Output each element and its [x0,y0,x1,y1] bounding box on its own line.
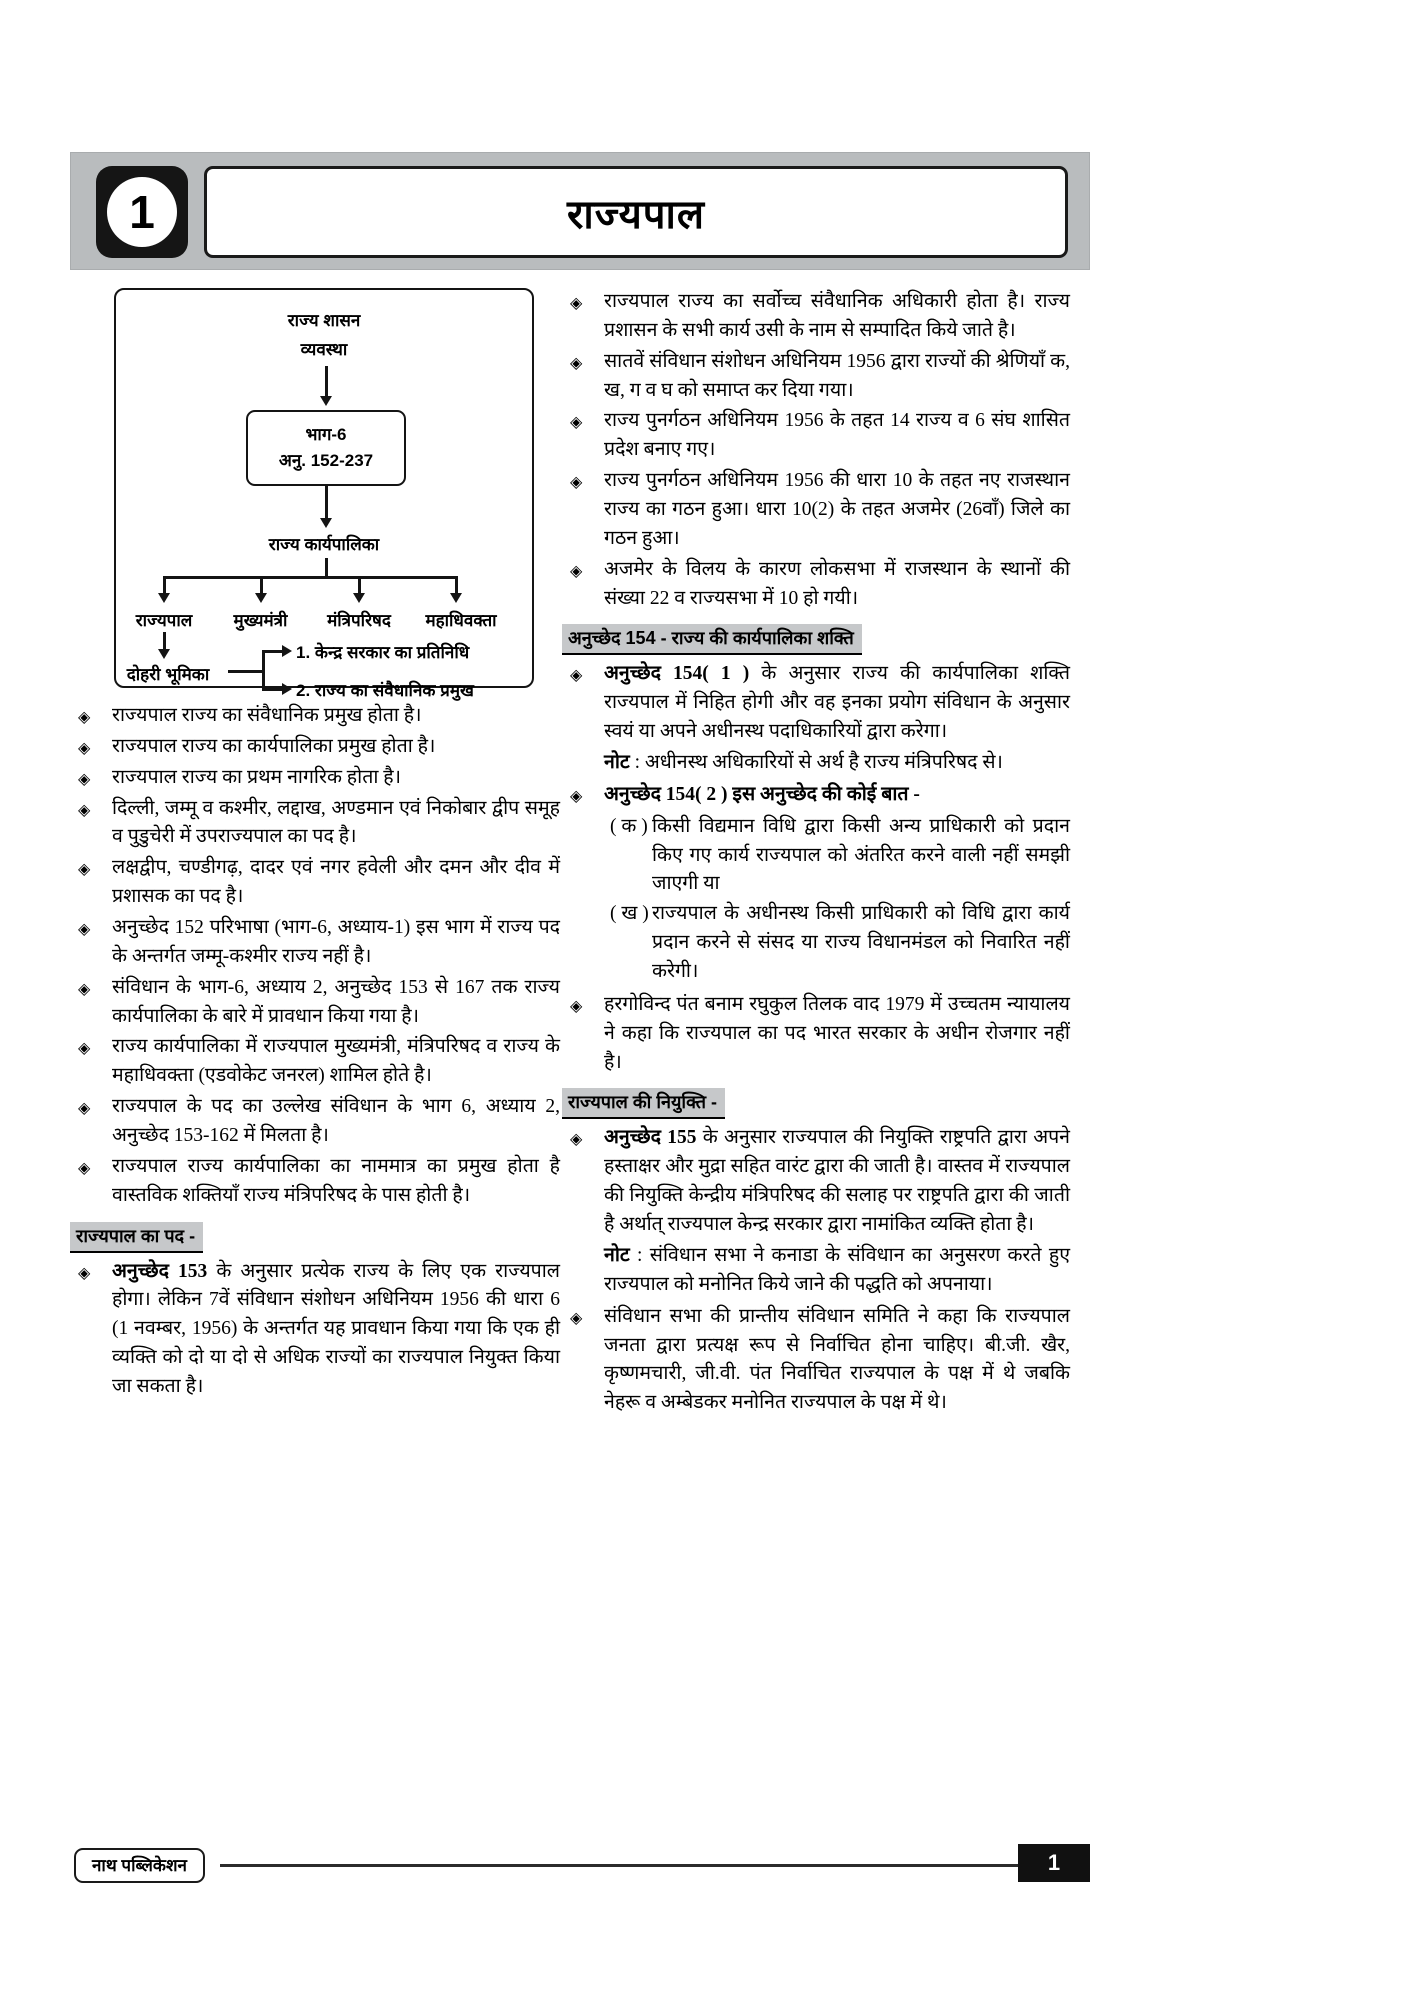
list-item-text: राज्यपाल के पद का उल्लेख संविधान के भाग 6, अध्याय 2, अनुच्छेद 153-162 में मिलता है। [112,1096,560,1147]
list-item [70,1093,560,1151]
note-line-2 [562,1242,1070,1300]
section-heading-wrap [70,1213,560,1258]
list-item-text: संविधान के भाग-6, अध्याय 2, अनुच्छेद 153 से 167 तक राज्य कार्यपालिका के बारे में प्रावधान किया गया है। [112,976,560,1027]
bullet-diamond-icon: ◈ [570,667,583,685]
list-item-text: अनुच्छेद 152 परिभाषा (भाग-6, अध्याय-1) इस भाग में राज्य पद के अन्तर्गत जम्मू-कश्मीर राज्य नहीं है। [112,917,560,967]
list-item-text: राज्यपाल राज्य का कार्यपालिका प्रमुख होता है। [112,735,436,757]
note-text-1: : अधीनस्थ अधिकारियों से अर्थ है राज्य मंत्रिपरिषद से। [629,752,1003,774]
sub-item-label-kha: ( ख ) [610,903,649,925]
list-item [562,348,1070,406]
bullet-diamond-icon: ◈ [78,921,91,939]
list-item [562,991,1070,1078]
flow-dual-arrow [158,649,170,659]
list-item [70,764,560,793]
bullet-diamond-icon: ◈ [570,474,583,492]
article-154-2-label: अनुच्छेद 154( 2 ) इस अनुच्छेद की कोई बात - [604,783,920,805]
flow-root-line2: व्यवस्था [300,340,348,359]
bullet-diamond-icon: ◈ [570,787,583,805]
list-item-text: राज्यपाल राज्य का संवैधानिक प्रमुख होता है। [112,705,422,726]
list-item-text: राज्यपाल राज्य का प्रथम नागरिक होता है। [112,766,401,788]
list-item-text: राज्यपाल राज्य कार्यपालिका का नाममात्र का प्रमुख होता है वास्तविक शक्तियाँ राज्य मंत्रिपरिषद के पास होती है। [112,1155,560,1206]
note-line-1 [562,749,1070,778]
section-heading-governor-post: राज्यपाल का पद - [70,1222,203,1253]
bullet-diamond-icon: ◈ [78,801,91,819]
list-item [562,1303,1070,1418]
bullet-diamond-icon: ◈ [570,295,583,312]
section-heading-article-154: अनुच्छेद 154 - राज्य की कार्यपालिका शक्ति [562,624,862,655]
list-item-text: अजमेर के विलय के कारण लोकसभा में राजस्थान के स्थानों की संख्या 22 व राज्यसभा में 10 हो गयी। [604,558,1070,609]
bullet-diamond-icon: ◈ [570,562,583,580]
list-item-text: दिल्ली, जम्मू व कश्मीर, लद्दाख, अण्डमान एवं निकोबार द्वीप समूह व पुडुचेरी में उपराज्यपाल का पद है। [112,797,560,848]
bullet-diamond-icon: ◈ [78,1264,91,1282]
chapter-number: 1 [107,177,177,247]
flow-dual-item-1: 1. केन्द्र सरकार का प्रतिनिधि [296,643,470,662]
flow-branch-label-3: मंत्रिपरिषद [327,611,391,630]
list-item-text: राज्यपाल राज्य का सर्वोच्च संवैधानिक अधिकारी होता है। राज्य प्रशासन के सभी कार्य उसी के नाम से सम्पादित किये जाते है। [604,291,1070,341]
sub-list-item [604,900,1070,987]
list-item [70,733,560,762]
section-heading-wrap-154 [562,615,1070,660]
flow-connector-3 [325,558,328,578]
list-item-text: राज्य कार्यपालिका में राज्यपाल मुख्यमंत्री, मंत्रिपरिषद व राज्य के महाधिवक्ता (एडवोकेट जनरल) शामिल होते है। [112,1036,560,1087]
bullet-diamond-icon: ◈ [570,414,583,432]
flow-executive-label: राज्य कार्यपालिका [268,535,380,554]
right-bullet-list-last [562,1303,1070,1418]
list-item [562,288,1070,346]
flow-dual-arrow-2 [282,683,292,695]
list-item [70,702,560,731]
left-bullet-list-2 [70,1258,560,1402]
list-item-text: राज्य पुनर्गठन अधिनियम 1956 के तहत 14 राज्य व 6 संघ शासित प्रदेश बनाए गए। [604,410,1070,461]
list-item [70,795,560,853]
article-155-label: अनुच्छेद 155 [604,1127,697,1149]
note-label-1: नोट [604,752,630,774]
list-item [562,407,1070,465]
flow-connector-2 [325,486,328,520]
note-label-2: नोट [604,1244,630,1266]
section-heading-wrap-appointment [562,1079,1070,1124]
left-column [70,288,560,1404]
left-bullet-list [70,702,560,1211]
publisher-tag: नाथ पब्लिकेशन [74,1848,205,1883]
bullet-diamond-icon: ◈ [570,354,583,372]
article-154-1-label: अनुच्छेद 154( 1 ) [604,663,750,685]
bullet-diamond-icon: ◈ [78,861,91,879]
flow-dual-item-2: 2. राज्य का संवैधानिक प्रमुख [296,681,474,700]
flow-connector-1 [325,366,328,398]
flow-dual-connector [228,670,264,673]
state-government-flowchart [114,288,534,700]
list-item-text: सातवें संविधान संशोधन अधिनियम 1956 द्वारा राज्यों की श्रेणियाँ क, ख, ग व घ को समाप्त कर दिया गया। [604,350,1070,401]
list-item [70,854,560,912]
article-153-label: अनुच्छेद 153 [112,1260,208,1282]
sub-list-item [604,813,1070,900]
bullet-diamond-icon: ◈ [78,770,91,788]
list-item-text: संविधान सभा की प्रान्तीय संविधान समिति ने कहा कि राज्यपाल जनता द्वारा प्रत्यक्ष रूप से निर्वाचित होना चाहिए। बी.जी. खैर, कृष्णमचारी, जी.वी. पंत निर्वाचित राज्यपाल के पक्ष में थे जबकि नेहरू व अम्बेडकर मनोनित राज्यपाल के पक्ष में थे। [604,1305,1070,1414]
page-footer [70,1848,1090,1882]
bullet-diamond-icon: ◈ [78,709,91,726]
list-item [562,781,1070,987]
article-154-1-text: के अनुसार राज्य की कार्यपालिका शक्ति राज्यपाल में निहित होगी और वह इनका प्रयोग संविधान के अनुसार स्वयं या अपने अधीनस्थ पदाधिकारियों द्वारा करेगा। [604,663,1070,743]
bullet-diamond-icon: ◈ [78,1040,91,1058]
sub-item-text-ka: किसी विद्यमान विधि द्वारा किसी अन्य प्राधिकारी को प्रदान किए गए कार्य राज्यपाल को अंतरित करने वाली नहीं समझी जाएगी या [652,815,1070,895]
flow-branch-arrow-3 [353,593,365,603]
bullet-diamond-icon: ◈ [570,997,583,1015]
sub-item-text-kha: राज्यपाल के अधीनस्थ किसी प्राधिकारी को विधि द्वारा कार्य प्रदान करने से संसद या राज्य विधानमंडल को निवारित नहीं करेगी। [652,903,1070,983]
bullet-diamond-icon: ◈ [78,1159,91,1177]
article-154-2-sublist [604,813,1070,987]
sub-item-label-ka: ( क ) [610,815,648,837]
right-bullet-list-154-2 [562,781,1070,1078]
page-title: राज्यपाल [567,192,705,237]
bullet-diamond-icon: ◈ [570,1131,583,1149]
flow-part-line1: भाग-6 [305,424,347,444]
list-item [70,914,560,972]
article-153-text: के अनुसार प्रत्येक राज्य के लिए एक राज्यपाल होगा। लेकिन 7वें संविधान संशोधन अधिनियम 1956 की धारा 6 (1 नवम्बर, 1956) के अन्तर्गत यह प्रावधान किया गया कि एक ही व्यक्ति को दो या दो से अधिक राज्यों का राज्यपाल नियुक्त किया जा सकता है। [112,1260,561,1398]
case-law-text: हरगोविन्द पंत बनाम रघुकुल तिलक वाद 1979 में उच्चतम न्यायालय ने कहा कि राज्यपाल का पद भारत सरकार के अधीन रोजगार नहीं है। [604,993,1070,1073]
flow-dual-arrow-1 [282,645,292,657]
bullet-diamond-icon: ◈ [78,739,91,757]
flow-part-box [246,410,406,486]
list-item [562,556,1070,614]
bullet-diamond-icon: ◈ [78,980,91,998]
footer-divider [220,1864,1020,1867]
flow-branch-label-1: राज्यपाल [135,611,193,630]
list-item [562,1124,1070,1239]
list-item [562,660,1070,747]
list-item [562,467,1070,554]
flow-arrow-1 [320,396,332,406]
flow-branch-label-2: मुख्यमंत्री [233,611,288,630]
list-item [70,1033,560,1091]
chapter-number-badge [96,166,188,258]
page-number: 1 [1018,1844,1090,1882]
article-155-text: के अनुसार राज्यपाल की नियुक्ति राष्ट्रपति द्वारा अपने हस्ताक्षर और मुद्रा सहित वारंट द्वारा की जाती है। वास्तव में राज्यपाल की नियुक्ति केन्द्रीय मंत्रिपरिषद की सलाह पर राष्ट्रपति द्वारा की जाती है अर्थात् राज्यपाल केन्द्र सरकार द्वारा नामांकित व्यक्ति होता है। [604,1127,1070,1236]
flow-part-line2: अनु. 152-237 [278,451,374,470]
flow-branch-arrow-4 [450,593,462,603]
right-column [562,288,1070,1420]
right-bullet-list-154 [562,660,1070,747]
list-item [70,1258,560,1402]
right-bullet-list-top [562,288,1070,613]
bullet-diamond-icon: ◈ [570,1309,583,1327]
flow-dual-branch-1 [262,650,284,653]
flow-dual-vertical [262,650,265,690]
flow-branch-arrow-1 [158,593,170,603]
chapter-title-box [204,166,1068,258]
right-bullet-list-155 [562,1124,1070,1239]
list-item-text: लक्षद्वीप, चण्डीगढ़, दादर एवं नगर हवेली और दमन और दीव में प्रशासक का पद है। [112,857,560,908]
flow-arrow-2 [320,518,332,528]
note-text-2: : संविधान सभा ने कनाडा के संविधान का अनुसरण करते हुए राज्यपाल को मनोनित किये जाने की पद्धति को अपनाया। [604,1244,1070,1295]
flow-branch-bar [164,576,456,579]
section-heading-appointment: राज्यपाल की नियुक्ति - [562,1088,725,1119]
bullet-diamond-icon: ◈ [78,1100,91,1118]
flow-branch-label-4: महाधिवक्ता [425,611,497,630]
flow-dual-branch-2 [262,688,284,691]
list-item [70,1153,560,1211]
flow-root-line1: राज्य शासन [287,311,361,330]
flow-dual-role-label: दोहरी भूमिका [126,665,210,684]
list-item-text: राज्य पुनर्गठन अधिनियम 1956 की धारा 10 के तहत नए राजस्थान राज्य का गठन हुआ। धारा 10(2) के तहत अजमेर (26वाँ) जिले का गठन हुआ। [604,470,1070,549]
list-item [70,974,560,1032]
flow-branch-arrow-2 [255,593,267,603]
